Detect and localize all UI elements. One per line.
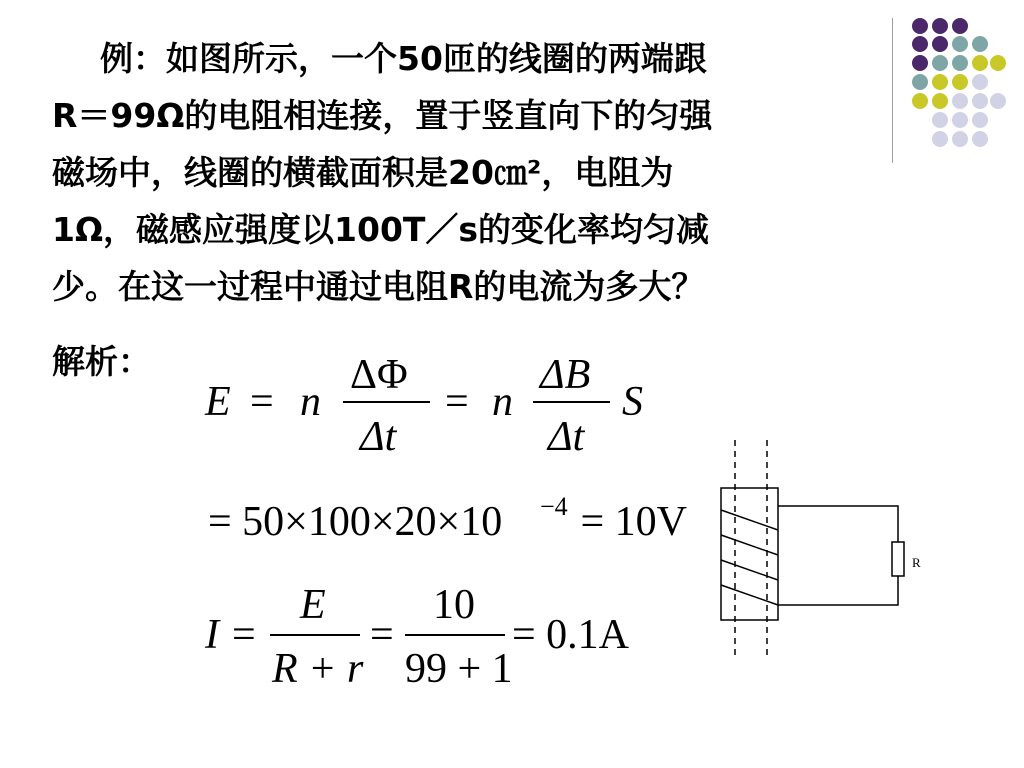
dot (952, 18, 968, 34)
coil-core (721, 488, 778, 620)
dot (912, 18, 928, 34)
dot (932, 36, 948, 52)
eq1-S: S (622, 379, 643, 425)
dot (972, 55, 988, 71)
dot (912, 36, 928, 52)
eq1-n: n (300, 379, 321, 425)
dot (972, 131, 988, 147)
dot (952, 55, 968, 71)
dot (932, 18, 948, 34)
coil-circuit-diagram (721, 440, 904, 655)
wire-top (778, 506, 898, 542)
decorative-divider (892, 18, 893, 163)
eq3-den1: R + r (272, 646, 364, 692)
dot (912, 93, 928, 109)
dot (932, 55, 948, 71)
eq3-equals: = (232, 612, 256, 658)
wire-bottom (778, 576, 898, 605)
dot (990, 93, 1006, 109)
equation-emf-value (208, 492, 687, 545)
dot (932, 131, 948, 147)
dot (912, 74, 928, 90)
eq1-dB: ΔB (540, 352, 591, 398)
eq1-E: E (205, 379, 231, 425)
dot (952, 36, 968, 52)
resistor-label: R (912, 555, 921, 570)
dot (972, 36, 988, 52)
equation-emf (204, 352, 643, 460)
coil-windings (721, 510, 778, 605)
analysis-label: 解析： (52, 342, 151, 381)
eq1-dt2: Δt (548, 414, 585, 460)
problem-line-2: R＝99Ω的电阻相连接，置于竖直向下的匀强 (52, 96, 713, 135)
problem-line-1: 例：如图所示，一个50匝的线圈的两端跟 (100, 39, 707, 78)
eq3-equals-2: = (370, 612, 394, 658)
dot (952, 131, 968, 147)
resistor (892, 542, 904, 576)
eq1-dt: Δt (360, 414, 397, 460)
dot (990, 55, 1006, 71)
eq3-I: I (205, 612, 219, 658)
problem-line-3: 磁场中，线圈的横截面积是20㎝²，电阻为 (52, 153, 674, 192)
eq2-result: = 10V (570, 499, 688, 545)
dot (952, 93, 968, 109)
dot (972, 93, 988, 109)
eq1-equals-2: = (445, 379, 469, 425)
eq2-product: = 50×100×20×10 (208, 499, 503, 545)
equation-current (204, 582, 630, 692)
dot (932, 74, 948, 90)
eq3-den2: 99 + 1 (405, 646, 513, 692)
problem-line-4: 1Ω，磁感应强度以100T／s的变化率均匀减 (52, 210, 710, 249)
eq1-equals: = (250, 379, 274, 425)
dot (952, 74, 968, 90)
eq3-num2: 10 (433, 582, 475, 628)
eq1-dPhi: ΔΦ (350, 352, 408, 398)
eq3-num1: E (300, 582, 326, 628)
problem-line-5: 少。在这一过程中通过电阻R的电流为多大？ (52, 267, 705, 306)
dot (972, 112, 988, 128)
dot (932, 93, 948, 109)
eq3-result: = 0.1A (512, 612, 630, 658)
eq1-n2: n (492, 379, 513, 425)
dot (932, 112, 948, 128)
eq2-exponent: −4 (540, 492, 568, 521)
dot (912, 55, 928, 71)
dot (972, 74, 988, 90)
dot (952, 112, 968, 128)
